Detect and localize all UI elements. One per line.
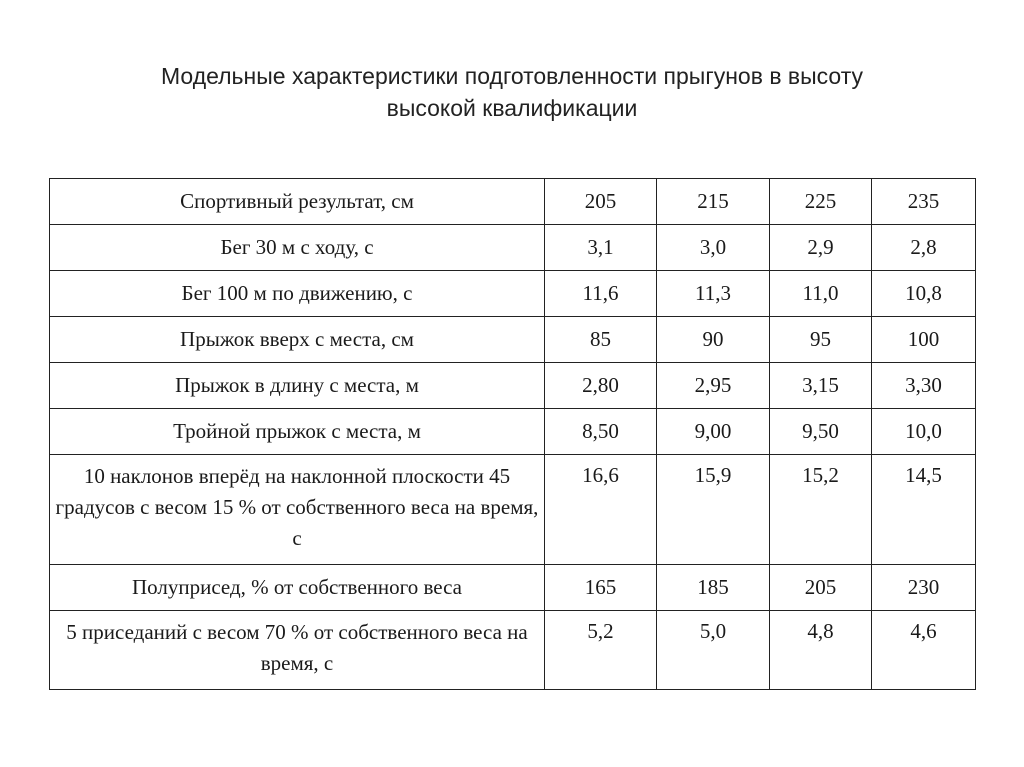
value-cell: 11,3 bbox=[657, 271, 770, 317]
value-cell: 4,6 bbox=[872, 611, 976, 690]
value-cell: 3,15 bbox=[770, 363, 872, 409]
row-label: Прыжок вверх с места, см bbox=[50, 317, 545, 363]
row-label: Прыжок в длину с места, м bbox=[50, 363, 545, 409]
table-row bbox=[50, 565, 976, 611]
row-label: Бег 30 м с ходу, с bbox=[50, 225, 545, 271]
value-cell: 9,00 bbox=[657, 409, 770, 455]
value-cell: 90 bbox=[657, 317, 770, 363]
row-label: Спортивный результат, см bbox=[50, 179, 545, 225]
value-cell: 11,0 bbox=[770, 271, 872, 317]
table-row bbox=[50, 179, 976, 225]
page-title bbox=[0, 60, 1024, 124]
value-cell: 205 bbox=[545, 179, 657, 225]
value-cell: 2,80 bbox=[545, 363, 657, 409]
value-cell: 5,0 bbox=[657, 611, 770, 690]
value-cell: 2,9 bbox=[770, 225, 872, 271]
row-label: Тройной прыжок с места, м bbox=[50, 409, 545, 455]
title-line-2: высокой квалификации bbox=[386, 95, 638, 121]
value-cell: 4,8 bbox=[770, 611, 872, 690]
title-line-1: Модельные характеристики подготовленности прыгунов в высоту bbox=[160, 63, 864, 89]
row-label: Полуприсед, % от собственного веса bbox=[50, 565, 545, 611]
value-cell: 205 bbox=[770, 565, 872, 611]
value-cell: 10,8 bbox=[872, 271, 976, 317]
value-cell: 2,95 bbox=[657, 363, 770, 409]
row-label: 10 наклонов вперёд на наклонной плоскости 45 градусов с весом 15 % от собственного веса на время, с bbox=[50, 455, 545, 565]
value-cell: 100 bbox=[872, 317, 976, 363]
value-cell: 16,6 bbox=[545, 455, 657, 565]
value-cell: 9,50 bbox=[770, 409, 872, 455]
value-cell: 15,2 bbox=[770, 455, 872, 565]
table-row bbox=[50, 317, 976, 363]
table-row bbox=[50, 409, 976, 455]
value-cell: 225 bbox=[770, 179, 872, 225]
table-row bbox=[50, 363, 976, 409]
table-row bbox=[50, 271, 976, 317]
table-row bbox=[50, 455, 976, 565]
value-cell: 185 bbox=[657, 565, 770, 611]
row-label: Бег 100 м по движению, с bbox=[50, 271, 545, 317]
value-cell: 8,50 bbox=[545, 409, 657, 455]
value-cell: 15,9 bbox=[657, 455, 770, 565]
value-cell: 3,30 bbox=[872, 363, 976, 409]
table-row bbox=[50, 611, 976, 690]
value-cell: 2,8 bbox=[872, 225, 976, 271]
value-cell: 5,2 bbox=[545, 611, 657, 690]
value-cell: 14,5 bbox=[872, 455, 976, 565]
value-cell: 85 bbox=[545, 317, 657, 363]
value-cell: 215 bbox=[657, 179, 770, 225]
model-characteristics-table bbox=[49, 178, 976, 690]
row-label: 5 приседаний с весом 70 % от собственного веса на время, с bbox=[50, 611, 545, 690]
value-cell: 3,1 bbox=[545, 225, 657, 271]
value-cell: 235 bbox=[872, 179, 976, 225]
value-cell: 230 bbox=[872, 565, 976, 611]
value-cell: 10,0 bbox=[872, 409, 976, 455]
value-cell: 95 bbox=[770, 317, 872, 363]
table-row bbox=[50, 225, 976, 271]
value-cell: 11,6 bbox=[545, 271, 657, 317]
value-cell: 165 bbox=[545, 565, 657, 611]
value-cell: 3,0 bbox=[657, 225, 770, 271]
